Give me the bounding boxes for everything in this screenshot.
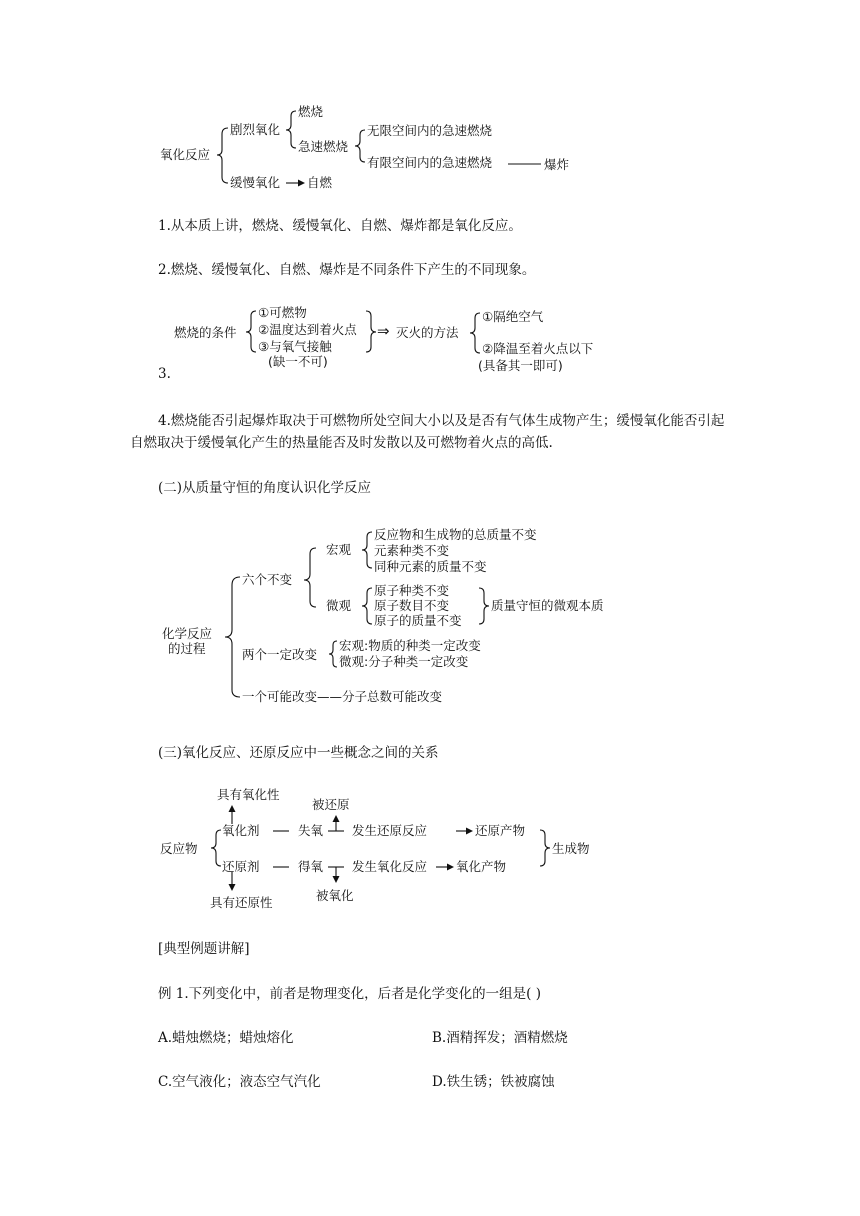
option-b: B.酒精挥发；酒精燃烧 xyxy=(432,1030,568,1046)
unlimited-space-combustion: 无限空间内的急速燃烧 xyxy=(367,123,493,138)
paragraph-4: 4.燃烧能否引起爆炸取决于可燃物所处空间大小以及是否有气体生成物产生；缓慢氧化能否引起自燃取决于缓慢氧化产生的热量能否及时发散以及可燃物着火点的高低. xyxy=(130,413,725,451)
option-c: C.空气液化；液态空气汽化 xyxy=(158,1074,321,1090)
macro-item-2: 元素种类不变 xyxy=(374,543,450,558)
condition-note: (缺一不可) xyxy=(268,354,328,369)
two-changes: 两个一定改变 xyxy=(242,647,318,662)
reduction-reaction: 发生还原反应 xyxy=(352,823,428,838)
product: 生成物 xyxy=(552,841,590,856)
section-2-heading: (二)从质量守恒的角度认识化学反应 xyxy=(158,480,372,496)
macro-label: 宏观 xyxy=(326,542,352,557)
micro-essence: 质量守恒的微观本质 xyxy=(491,598,604,613)
section-3-heading: (三)氧化反应、还原反应中一些概念之间的关系 xyxy=(158,745,439,761)
macro-item-3: 同种元素的质量不变 xyxy=(374,559,487,574)
oxidation-root: 氧化反应 xyxy=(160,147,211,162)
micro-item-1: 原子种类不变 xyxy=(374,583,450,598)
option-d: D.铁生锈；铁被腐蚀 xyxy=(432,1074,555,1090)
gain-oxygen: 得氧 xyxy=(298,859,324,874)
oxidation-reaction: 发生氧化反应 xyxy=(352,859,428,874)
slow-oxidation: 缓慢氧化 xyxy=(230,175,281,190)
method-note: (具备其一即可) xyxy=(478,358,563,373)
condition-2: ②温度达到着火点 xyxy=(258,322,357,337)
extinguish-label: 灭火的方法 xyxy=(396,325,459,340)
limited-space-combustion: 有限空间内的急速燃烧 xyxy=(367,155,493,170)
spontaneous-combustion: 自燃 xyxy=(307,175,333,190)
violent-oxidation: 剧烈氧化 xyxy=(230,122,281,137)
rapid-combustion: 急速燃烧 xyxy=(298,139,349,154)
paragraph-1: 1.从本质上讲，燃烧、缓慢氧化、自燃、爆炸都是氧化反应。 xyxy=(158,218,522,234)
question-1: 例 1.下列变化中，前者是物理变化，后者是化学变化的一组是( ) xyxy=(158,986,541,1002)
two-changes-micro: 微观:分子种类一定改变 xyxy=(339,654,469,669)
micro-label: 微观 xyxy=(326,598,352,613)
oxidizing-property: 具有氧化性 xyxy=(217,787,280,802)
six-unchanged: 六个不变 xyxy=(242,572,293,587)
conditions-label: 燃烧的条件 xyxy=(174,325,237,340)
paragraph-2: 2.燃烧、缓慢氧化、自燃、爆炸是不同条件下产生的不同现象。 xyxy=(158,262,536,278)
condition-1: ①可燃物 xyxy=(258,305,307,320)
explosion: 爆炸 xyxy=(544,157,570,172)
micro-item-3: 原子的质量不变 xyxy=(374,613,462,628)
two-changes-macro: 宏观:物质的种类一定改变 xyxy=(339,638,481,653)
method-2: ②降温至着火点以下 xyxy=(482,341,594,356)
reducing-property: 具有还原性 xyxy=(210,895,273,910)
chem-process-line1: 化学反应 xyxy=(162,626,213,641)
one-possible-change: 一个可能改变——分子总数可能改变 xyxy=(242,689,443,704)
oxidation-product: 氧化产物 xyxy=(456,859,507,874)
section-4-heading: [典型例题讲解] xyxy=(158,941,250,957)
reactant: 反应物 xyxy=(160,841,198,856)
reduced: 被还原 xyxy=(312,797,350,812)
chem-process-line2: 的过程 xyxy=(168,641,206,656)
oxidized: 被氧化 xyxy=(316,888,354,903)
micro-item-2: 原子数目不变 xyxy=(374,598,450,613)
reductant: 还原剂 xyxy=(222,859,260,874)
lose-oxygen: 失氧 xyxy=(298,823,324,838)
condition-3: ③与氧气接触 xyxy=(258,339,332,354)
method-1: ①隔绝空气 xyxy=(482,309,544,324)
oxidant: 氧化剂 xyxy=(222,823,260,838)
combustion: 燃烧 xyxy=(298,104,324,119)
implies-arrow-icon: ⇒ xyxy=(377,322,390,340)
option-a: A.蜡烛燃烧；蜡烛熔化 xyxy=(158,1030,294,1046)
macro-item-1: 反应物和生成物的总质量不变 xyxy=(374,527,537,542)
reduction-product: 还原产物 xyxy=(475,823,526,838)
paragraph-3-number: 3. xyxy=(158,366,171,382)
